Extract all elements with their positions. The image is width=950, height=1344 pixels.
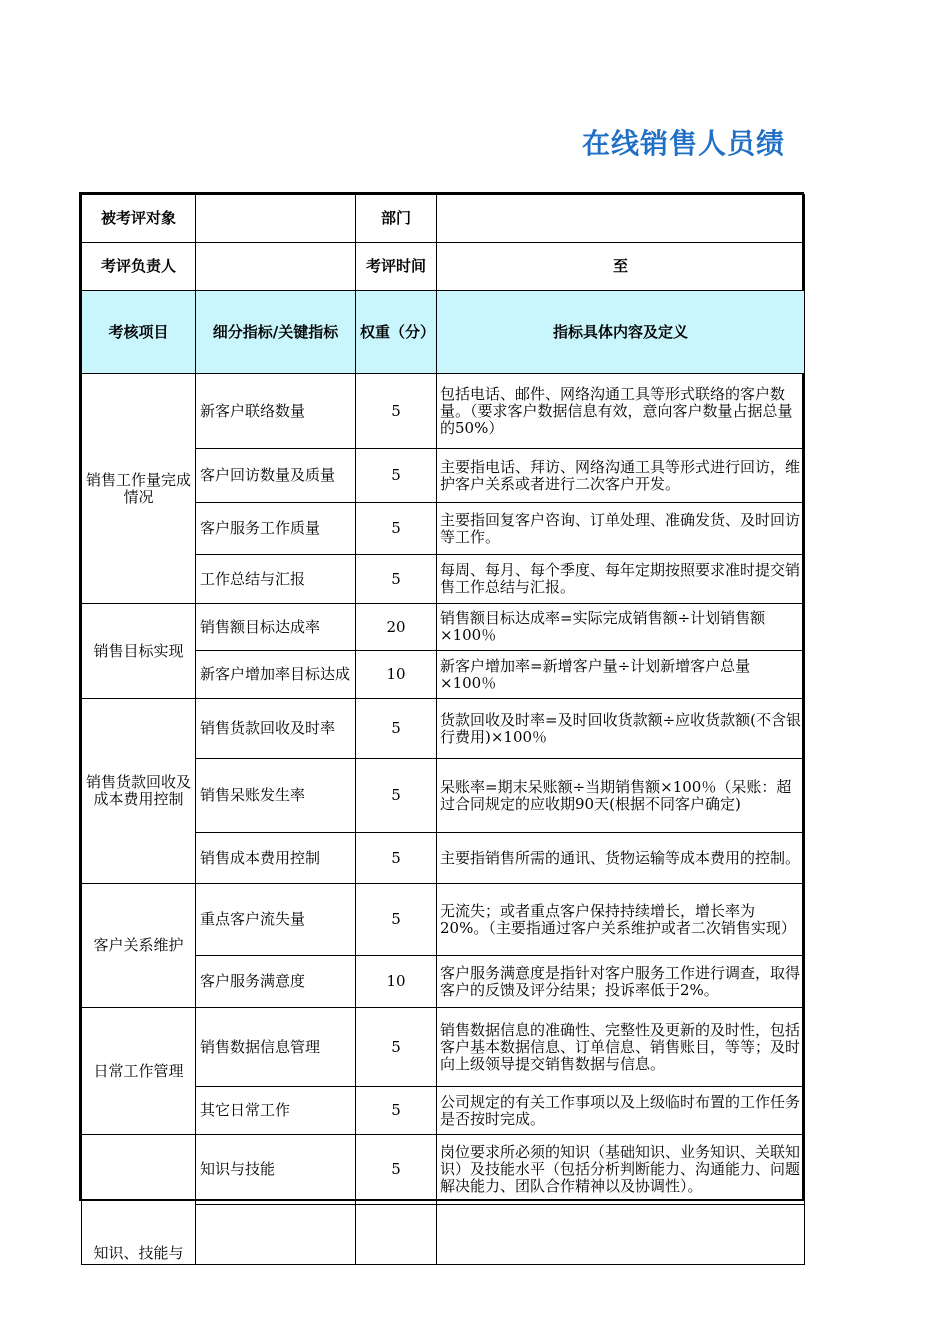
evaluation-table [79, 192, 804, 1262]
category-cell: 销售货款回收及成本费用控制 [82, 699, 196, 884]
weight-cell: 10 [356, 956, 437, 1008]
dept-value-cell[interactable] [437, 195, 805, 243]
info-row-owner [82, 243, 805, 291]
definition-cell: 公司规定的有关工作事项以及上级临时布置的工作任务是否按时完成。 [437, 1087, 805, 1135]
header-indicator: 细分指标/关键指标 [196, 291, 356, 374]
weight-cell: 5 [356, 833, 437, 884]
definition-cell: 包括电话、邮件、网络沟通工具等形式联络的客户数量。（要求客户数据信息有效，意向客户数量占据总量的50%） [437, 374, 805, 449]
table-row [82, 699, 805, 759]
weight-cell-empty [356, 1205, 437, 1265]
table-row [82, 374, 805, 449]
category-cell: 销售工作量完成情况 [82, 374, 196, 604]
weight-cell: 5 [356, 1135, 437, 1205]
definition-cell: 新客户增加率=新增客户量÷计划新增客户总量×100％ [437, 651, 805, 699]
weight-cell: 5 [356, 699, 437, 759]
definition-cell: 主要指回复客户咨询、订单处理、准确发货、及时回访等工作。 [437, 503, 805, 555]
category-cell: 客户关系维护 [82, 884, 196, 1008]
weight-cell: 5 [356, 1087, 437, 1135]
table-row [82, 1008, 805, 1087]
table-row [82, 604, 805, 651]
category-cell: 日常工作管理 [82, 1008, 196, 1135]
definition-cell: 岗位要求所必须的知识（基础知识、业务知识、关联知识）及技能水平（包括分析判断能力、沟通能力、问题解决能力、团队合作精神以及协调性）。 [437, 1135, 805, 1205]
indicator-cell: 销售数据信息管理 [196, 1008, 356, 1087]
indicator-cell: 重点客户流失量 [196, 884, 356, 956]
page-title: 在线销售人员绩 [582, 127, 786, 160]
table-row [82, 884, 805, 956]
target-label: 被考评对象 [82, 195, 196, 243]
time-value-cell[interactable]: 至 [437, 243, 805, 291]
weight-cell: 5 [356, 374, 437, 449]
definition-cell: 主要指电话、拜访、网络沟通工具等形式进行回访，维护客户关系或者进行二次客户开发。 [437, 449, 805, 503]
weight-cell: 5 [356, 503, 437, 555]
weight-cell: 5 [356, 555, 437, 604]
indicator-cell-empty [196, 1205, 356, 1265]
weight-cell: 5 [356, 759, 437, 833]
indicator-cell: 销售额目标达成率 [196, 604, 356, 651]
weight-cell: 20 [356, 604, 437, 651]
definition-cell: 主要指销售所需的通讯、货物运输等成本费用的控制。 [437, 833, 805, 884]
definition-cell: 销售数据信息的准确性、完整性及更新的及时性，包括客户基本数据信息、订单信息、销售账目，等等；及时向上级领导提交销售数据与信息。 [437, 1008, 805, 1087]
indicator-cell: 客户服务满意度 [196, 956, 356, 1008]
indicator-cell: 销售呆账发生率 [196, 759, 356, 833]
weight-cell: 5 [356, 884, 437, 956]
definition-cell: 客户服务满意度是指针对客户服务工作进行调查，取得客户的反馈及评分结果；投诉率低于2%。 [437, 956, 805, 1008]
header-item: 考核项目 [82, 291, 196, 374]
definition-cell: 无流失；或者重点客户保持持续增长，增长率为20%。（主要指通过客户关系维护或者二次销售实现） [437, 884, 805, 956]
indicator-cell: 新客户联络数量 [196, 374, 356, 449]
owner-label: 考评负责人 [82, 243, 196, 291]
table-row [82, 1135, 805, 1205]
indicator-cell: 知识与技能 [196, 1135, 356, 1205]
indicator-cell: 客户回访数量及质量 [196, 449, 356, 503]
definition-cell: 销售额目标达成率=实际完成销售额÷计划销售额×100％ [437, 604, 805, 651]
category-cell: 知识、技能与 [82, 1135, 196, 1265]
indicator-cell: 销售货款回收及时率 [196, 699, 356, 759]
definition-cell: 呆账率=期末呆账额÷当期销售额×100％（呆账：超过合同规定的应收期90天(根据不同客户确定) [437, 759, 805, 833]
category-cell: 销售目标实现 [82, 604, 196, 699]
kpi-table [81, 194, 805, 1265]
definition-cell-empty [437, 1205, 805, 1265]
info-row-target [82, 195, 805, 243]
owner-value-cell[interactable] [196, 243, 356, 291]
weight-cell: 5 [356, 449, 437, 503]
header-row [82, 291, 805, 374]
definition-cell: 货款回收及时率=及时回收货款额÷应收货款额(不含银行费用)×100％ [437, 699, 805, 759]
indicator-cell: 工作总结与汇报 [196, 555, 356, 604]
dept-label: 部门 [356, 195, 437, 243]
indicator-cell: 客户服务工作质量 [196, 503, 356, 555]
header-definition: 指标具体内容及定义 [437, 291, 805, 374]
time-label: 考评时间 [356, 243, 437, 291]
weight-cell: 5 [356, 1008, 437, 1087]
indicator-cell: 新客户增加率目标达成 [196, 651, 356, 699]
weight-cell: 10 [356, 651, 437, 699]
header-weight: 权重（分） [356, 291, 437, 374]
target-value-cell[interactable] [196, 195, 356, 243]
indicator-cell: 销售成本费用控制 [196, 833, 356, 884]
indicator-cell: 其它日常工作 [196, 1087, 356, 1135]
definition-cell: 每周、每月、每个季度、每年定期按照要求准时提交销售工作总结与汇报。 [437, 555, 805, 604]
